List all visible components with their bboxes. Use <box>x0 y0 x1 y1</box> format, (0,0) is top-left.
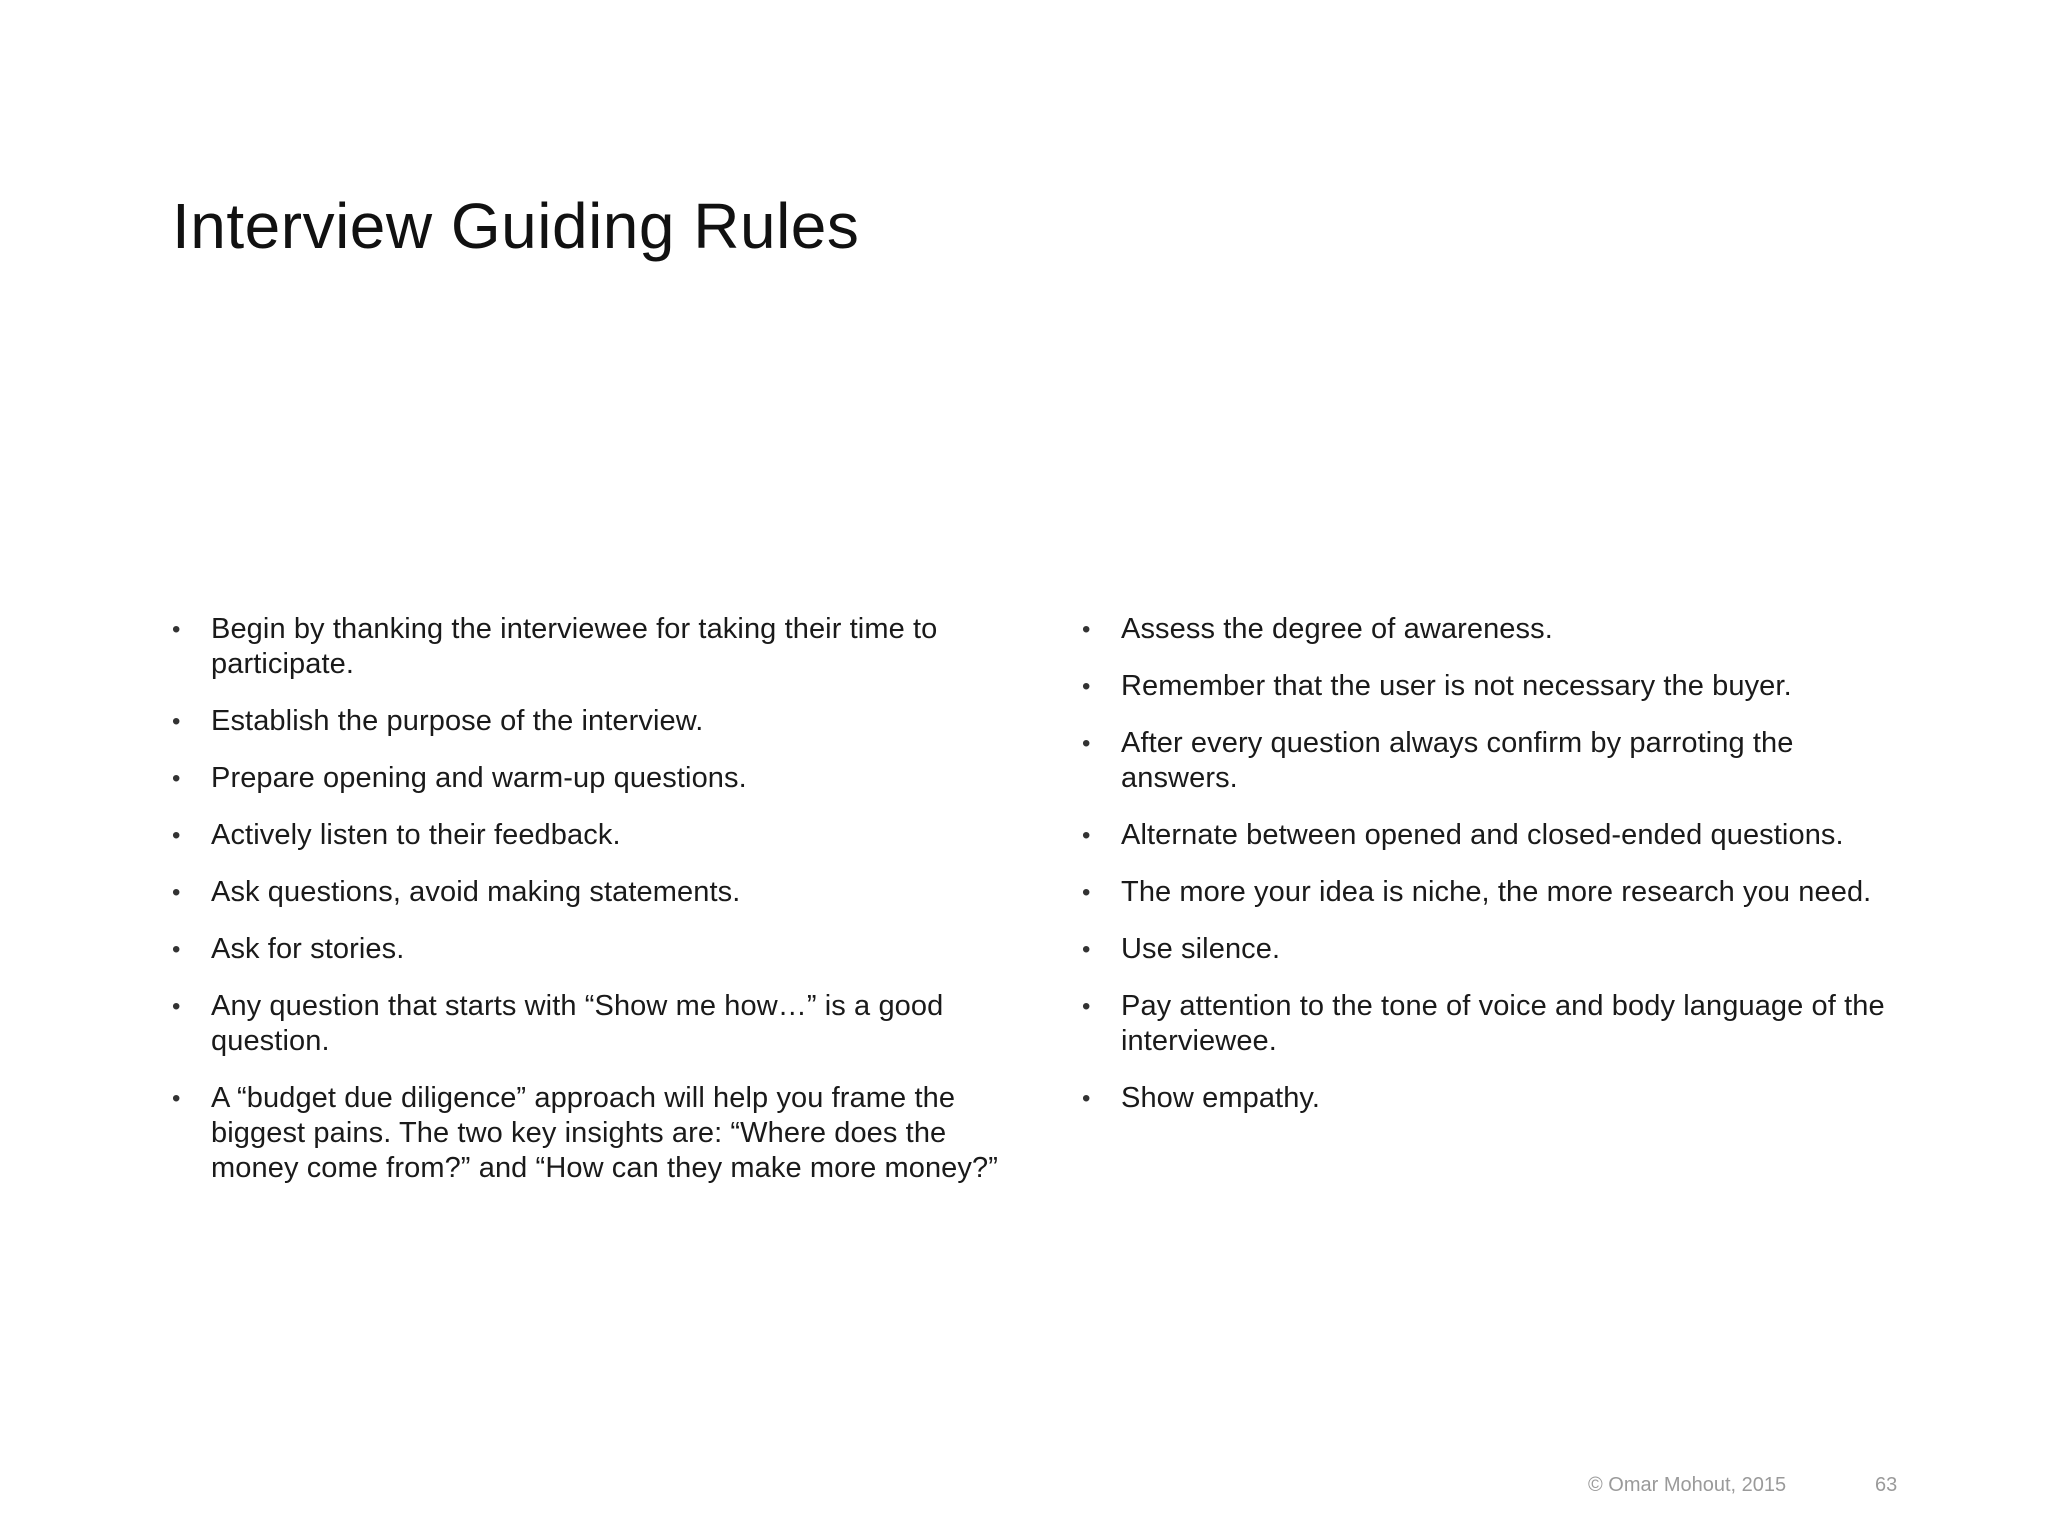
bullet-icon: • <box>172 936 181 963</box>
list-item <box>172 704 1002 739</box>
list-item <box>172 989 1002 1059</box>
list-item <box>1082 818 1912 853</box>
list-item-text: Begin by thanking the interviewee for taking their time to participate. <box>211 613 938 680</box>
list-item <box>172 761 1002 796</box>
list-item <box>1082 875 1912 910</box>
bullet-icon: • <box>172 822 181 849</box>
list-item <box>1082 1081 1912 1116</box>
list-item-text: Any question that starts with “Show me how…” is a good question. <box>211 990 944 1057</box>
list-item <box>172 932 1002 967</box>
bullet-list-right <box>1082 612 1912 1138</box>
bullet-icon: • <box>1082 879 1091 906</box>
list-item-text: Use silence. <box>1121 933 1281 965</box>
list-item <box>172 818 1002 853</box>
footer-copyright: © Omar Mohout, 2015 <box>1588 1474 1787 1496</box>
bullet-icon: • <box>172 765 181 792</box>
bullet-icon: • <box>1082 730 1091 757</box>
bullet-icon: • <box>1082 1085 1091 1112</box>
list-item-text: Show empathy. <box>1121 1082 1321 1114</box>
bullet-icon: • <box>1082 936 1091 963</box>
bullet-icon: • <box>1082 822 1091 849</box>
list-item-text: Prepare opening and warm-up questions. <box>211 762 747 794</box>
list-item <box>1082 669 1912 704</box>
list-item-text: Establish the purpose of the interview. <box>211 705 704 737</box>
list-item-text: Ask for stories. <box>211 933 405 965</box>
list-item-text: A “budget due diligence” approach will help you frame the biggest pains. The two key insights are: “Where does the money come from?” and “How can they make more money?” <box>211 1082 998 1184</box>
bullet-icon: • <box>172 708 181 735</box>
list-item <box>1082 726 1912 796</box>
list-item-text: After every question always confirm by parroting the answers. <box>1121 727 1794 794</box>
bullet-icon: • <box>1082 673 1091 700</box>
list-item <box>1082 932 1912 967</box>
list-item-text: The more your idea is niche, the more research you need. <box>1121 876 1872 908</box>
list-item <box>172 612 1002 682</box>
bullet-list-left <box>172 612 1002 1208</box>
list-item-text: Assess the degree of awareness. <box>1121 613 1553 645</box>
page-number: 63 <box>1875 1474 1898 1496</box>
bullet-icon: • <box>172 1085 181 1112</box>
bullet-icon: • <box>1082 616 1091 643</box>
list-item-text: Ask questions, avoid making statements. <box>211 876 741 908</box>
list-item <box>172 875 1002 910</box>
bullet-icon: • <box>172 879 181 906</box>
list-item-text: Alternate between opened and closed-ended questions. <box>1121 819 1844 851</box>
bullet-icon: • <box>1082 993 1091 1020</box>
list-item <box>172 1081 1002 1186</box>
list-item <box>1082 989 1912 1059</box>
list-item <box>1082 612 1912 647</box>
list-item-text: Remember that the user is not necessary the buyer. <box>1121 670 1792 702</box>
bullet-icon: • <box>172 993 181 1020</box>
list-item-text: Pay attention to the tone of voice and body language of the interviewee. <box>1121 990 1885 1057</box>
bullet-icon: • <box>172 616 181 643</box>
slide-title: Interview Guiding Rules <box>172 190 860 262</box>
list-item-text: Actively listen to their feedback. <box>211 819 621 851</box>
